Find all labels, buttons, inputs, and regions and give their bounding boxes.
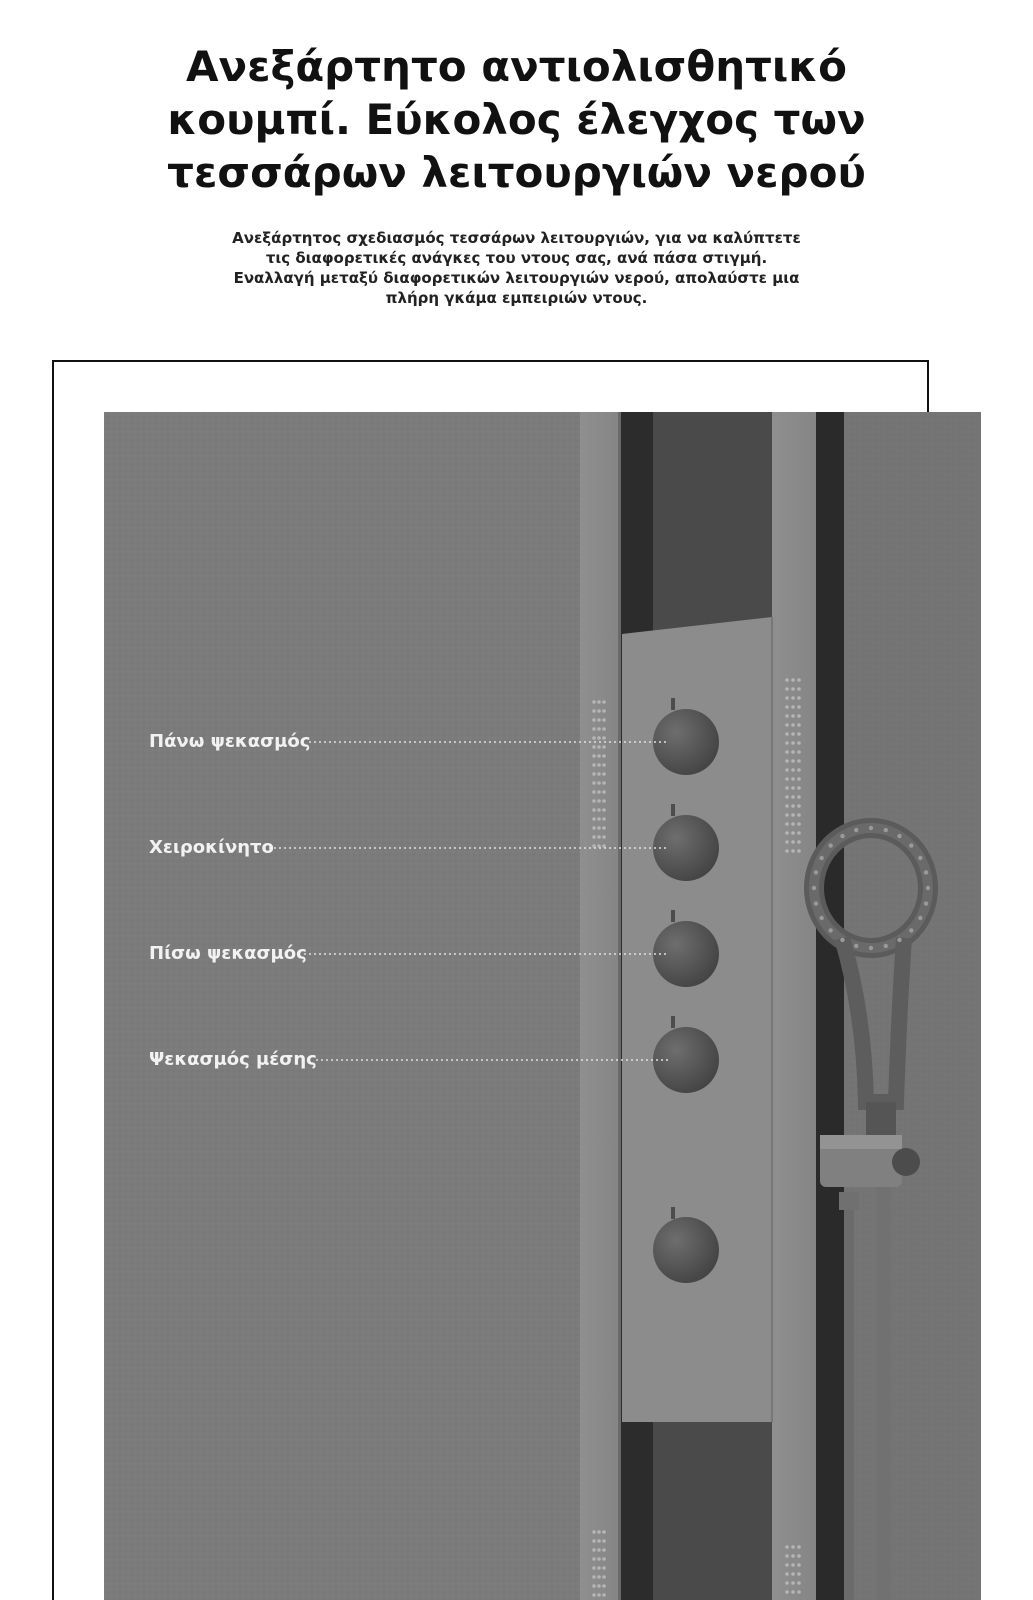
spray-nozzle-dot: [592, 727, 596, 731]
spray-nozzle-dot: [785, 687, 789, 691]
spray-nozzle-dot: [797, 750, 801, 754]
spray-nozzle-dot: [592, 736, 596, 740]
spray-nozzle-dot: [592, 718, 596, 722]
spray-nozzle-dot: [785, 831, 789, 835]
callout-label-handheld: Χειροκίνητο: [149, 837, 274, 858]
spray-nozzle-dot: [602, 700, 606, 704]
spray-nozzle-dot: [791, 840, 795, 844]
spray-nozzle-dot: [602, 1566, 606, 1570]
spray-nozzle-dot: [785, 813, 789, 817]
spray-nozzle-dot: [797, 696, 801, 700]
spray-nozzle-dot: [791, 750, 795, 754]
spray-nozzle-dot: [597, 1566, 601, 1570]
spray-nozzle-dot: [797, 687, 801, 691]
spray-nozzle-dot: [785, 750, 789, 754]
spray-nozzle-dot: [785, 804, 789, 808]
callout-label-top-spray: Πάνω ψεκασμός: [149, 731, 311, 752]
spray-nozzle-dot: [592, 781, 596, 785]
spray-nozzle-dot: [597, 736, 601, 740]
ring-hole-dot: [926, 886, 930, 890]
spray-nozzle-dot: [791, 732, 795, 736]
spray-nozzle-dot: [791, 831, 795, 835]
spray-nozzle-dot: [592, 700, 596, 704]
spray-nozzle-dot: [797, 705, 801, 709]
spray-nozzle-dot: [797, 804, 801, 808]
frame-right-border: [927, 360, 929, 413]
spray-nozzle-dot: [602, 1548, 606, 1552]
spray-nozzle-dot: [597, 1557, 601, 1561]
spray-nozzle-dot: [592, 754, 596, 758]
spray-nozzle-dot: [785, 822, 789, 826]
spray-nozzle-dot: [797, 1590, 801, 1594]
spray-nozzle-dot: [791, 822, 795, 826]
ring-hole-dot: [918, 856, 922, 860]
spray-nozzle-dot: [597, 808, 601, 812]
spray-nozzle-dot: [597, 1584, 601, 1588]
spray-nozzle-dot: [602, 745, 606, 749]
spray-nozzle-dot: [797, 813, 801, 817]
spray-nozzle-dot: [791, 705, 795, 709]
spray-nozzle-dot: [602, 1593, 606, 1597]
spray-nozzle-dot: [602, 1584, 606, 1588]
spray-nozzle-dot: [602, 1530, 606, 1534]
spray-nozzle-dot: [797, 849, 801, 853]
spray-nozzle-dot: [602, 826, 606, 830]
spray-nozzle-dot: [592, 1548, 596, 1552]
spray-nozzle-dot: [785, 777, 789, 781]
spray-nozzle-dot: [785, 678, 789, 682]
callout-label-waist-spray: Ψεκασμός μέσης: [149, 1049, 317, 1070]
ring-hole-dot: [884, 828, 888, 832]
spray-nozzle-dot: [797, 795, 801, 799]
spray-nozzle-dot: [791, 759, 795, 763]
title-line-1: Ανεξάρτητο αντιολισθητικό: [186, 42, 847, 91]
ring-hole-dot: [814, 901, 818, 905]
spray-nozzle-dot: [592, 808, 596, 812]
spray-nozzle-dot: [791, 777, 795, 781]
ring-hole-dot: [840, 938, 844, 942]
spray-nozzle-dot: [592, 772, 596, 776]
spray-nozzle-dot: [602, 790, 606, 794]
spray-nozzle-dot: [791, 1563, 795, 1567]
spray-nozzle-dot: [791, 678, 795, 682]
ring-hole-dot: [854, 944, 858, 948]
spray-nozzle-dot: [797, 732, 801, 736]
spray-nozzle-dot: [597, 727, 601, 731]
ring-hole-dot: [819, 856, 823, 860]
spray-nozzle-dot: [597, 745, 601, 749]
spray-nozzle-dot: [602, 781, 606, 785]
spray-nozzle-dot: [797, 822, 801, 826]
spray-nozzle-dot: [797, 759, 801, 763]
spray-nozzle-dot: [602, 727, 606, 731]
spray-nozzle-dot: [791, 1581, 795, 1585]
spray-nozzle-dot: [592, 1593, 596, 1597]
spray-nozzle-dot: [602, 772, 606, 776]
spray-nozzle-dot: [597, 709, 601, 713]
spray-nozzle-dot: [785, 840, 789, 844]
spray-nozzle-dot: [797, 831, 801, 835]
spray-nozzle-dot: [791, 1590, 795, 1594]
spray-nozzle-dot: [597, 835, 601, 839]
spray-nozzle-dot: [592, 1575, 596, 1579]
spray-nozzle-dot: [785, 732, 789, 736]
spray-nozzle-dot: [785, 1590, 789, 1594]
spray-nozzle-dot: [785, 741, 789, 745]
spray-nozzle-dot: [791, 741, 795, 745]
spray-nozzle-dot: [791, 1554, 795, 1558]
spray-nozzle-dot: [797, 1581, 801, 1585]
spray-nozzle-dot: [785, 1572, 789, 1576]
spray-nozzle-dot: [785, 759, 789, 763]
spray-nozzle-dot: [797, 678, 801, 682]
spray-nozzle-dot: [597, 718, 601, 722]
ring-hole-dot: [924, 901, 928, 905]
spray-nozzle-dot: [597, 700, 601, 704]
spray-nozzle-dot: [592, 799, 596, 803]
spray-nozzle-dot: [592, 1557, 596, 1561]
spray-nozzle-dot: [797, 1572, 801, 1576]
spray-nozzle-dot: [797, 786, 801, 790]
spray-nozzle-dot: [597, 1593, 601, 1597]
spray-nozzle-dot: [797, 768, 801, 772]
ring-hole-dot: [840, 834, 844, 838]
page-title: [0, 40, 1033, 199]
left-rail: [580, 412, 620, 1600]
spray-nozzle-dot: [592, 763, 596, 767]
spray-nozzle-dot: [592, 1584, 596, 1588]
title-line-3: τεσσάρων λειτουργιών νερού: [167, 148, 866, 197]
spray-nozzle-dot: [602, 709, 606, 713]
spray-nozzle-dot: [602, 754, 606, 758]
ring-hole-dot: [884, 944, 888, 948]
spray-nozzle-dot: [791, 849, 795, 853]
spray-nozzle-dot: [592, 790, 596, 794]
spray-nozzle-dot: [597, 799, 601, 803]
spray-nozzle-dot: [797, 840, 801, 844]
spray-nozzle-dot: [791, 804, 795, 808]
description-line-2: τις διαφορετικές ανάγκες του ντους σας, ανά πάσα στιγμή.: [265, 249, 768, 267]
ring-hole-dot: [869, 946, 873, 950]
spray-nozzle-dot: [592, 1539, 596, 1543]
ring-hole-dot: [814, 870, 818, 874]
spray-nozzle-dot: [597, 817, 601, 821]
ring-hole-dot: [828, 928, 832, 932]
ring-hole-dot: [897, 938, 901, 942]
spray-nozzle-dot: [797, 1563, 801, 1567]
spray-nozzle-dot: [597, 772, 601, 776]
spray-nozzle-dot: [592, 1566, 596, 1570]
spray-nozzle-dot: [597, 754, 601, 758]
spray-nozzle-dot: [785, 795, 789, 799]
spray-nozzle-dot: [791, 768, 795, 772]
spray-nozzle-dot: [602, 1575, 606, 1579]
spray-nozzle-dot: [602, 835, 606, 839]
spray-nozzle-dot: [592, 1530, 596, 1534]
spray-nozzle-dot: [785, 723, 789, 727]
ring-hole-dot: [869, 826, 873, 830]
spray-nozzle-dot: [785, 1545, 789, 1549]
spray-nozzle-dot: [791, 786, 795, 790]
spray-nozzle-dot: [797, 1545, 801, 1549]
description-paragraph: [0, 228, 1033, 308]
spray-nozzle-dot: [592, 835, 596, 839]
spray-nozzle-dot: [797, 741, 801, 745]
title-line-2: κουμπί. Εύκολος έλεγχος των: [167, 95, 866, 144]
spray-nozzle-dot: [602, 1557, 606, 1561]
spray-nozzle-dot: [791, 813, 795, 817]
spray-nozzle-dot: [602, 808, 606, 812]
spray-nozzle-dot: [785, 1563, 789, 1567]
spray-nozzle-dot: [597, 1548, 601, 1552]
spray-nozzle-dot: [592, 745, 596, 749]
spray-nozzle-dot: [785, 786, 789, 790]
spray-nozzle-dot: [602, 817, 606, 821]
spray-nozzle-dot: [602, 718, 606, 722]
ring-hole-dot: [909, 843, 913, 847]
ring-hole-dot: [854, 828, 858, 832]
spray-nozzle-dot: [785, 714, 789, 718]
description-line-3: Εναλλαγή μεταξύ διαφορετικών λειτουργιών νερού, απολαύστε μια: [233, 269, 800, 287]
spray-nozzle-dot: [785, 696, 789, 700]
spray-nozzle-dot: [785, 768, 789, 772]
spray-nozzle-dot: [597, 826, 601, 830]
spray-nozzle-dot: [602, 763, 606, 767]
spray-nozzle-dot: [597, 1539, 601, 1543]
shower-panel-illustration: [104, 412, 981, 1600]
spray-nozzle-dot: [592, 826, 596, 830]
spray-nozzle-dot: [791, 795, 795, 799]
ring-hole-dot: [897, 834, 901, 838]
ring-hole-dot: [812, 886, 816, 890]
spray-nozzle-dot: [797, 723, 801, 727]
ring-hole-dot: [924, 870, 928, 874]
spray-nozzle-dot: [797, 777, 801, 781]
spray-nozzle-dot: [602, 1539, 606, 1543]
spray-nozzle-dot: [785, 705, 789, 709]
spray-nozzle-dot: [602, 736, 606, 740]
right-rail: [772, 412, 816, 1600]
spray-nozzle-dot: [791, 723, 795, 727]
spray-nozzle-dot: [791, 687, 795, 691]
spray-nozzle-dot: [597, 790, 601, 794]
spray-nozzle-dot: [797, 714, 801, 718]
spray-nozzle-dot: [592, 817, 596, 821]
spray-nozzle-dot: [785, 849, 789, 853]
spray-nozzle-dot: [791, 1572, 795, 1576]
spray-nozzle-dot: [597, 763, 601, 767]
spray-nozzle-dot: [592, 709, 596, 713]
spray-nozzle-dot: [791, 696, 795, 700]
spray-nozzle-dot: [602, 799, 606, 803]
spray-nozzle-dot: [597, 1575, 601, 1579]
spray-nozzle-dot: [791, 714, 795, 718]
spray-nozzle-dot: [791, 1545, 795, 1549]
spray-nozzle-dot: [785, 1554, 789, 1558]
spray-nozzle-dot: [597, 1530, 601, 1534]
ring-hole-dot: [909, 928, 913, 932]
frame-top-border: [52, 360, 929, 362]
description-line-4: πλήρη γκάμα εμπειριών ντους.: [385, 289, 648, 307]
spray-nozzle-dot: [785, 1581, 789, 1585]
product-photo: [104, 412, 981, 1600]
ring-hole-dot: [819, 916, 823, 920]
spray-nozzle-dot: [797, 1554, 801, 1558]
ring-hole-dot: [828, 843, 832, 847]
description-line-1: Ανεξάρτητος σχεδιασμός τεσσάρων λειτουργιών, για να καλύπτετε: [232, 229, 801, 247]
frame-left-border: [52, 360, 54, 1600]
callout-label-back-spray: Πίσω ψεκασμός: [149, 943, 307, 964]
ring-hole-dot: [918, 916, 922, 920]
spray-nozzle-dot: [597, 781, 601, 785]
